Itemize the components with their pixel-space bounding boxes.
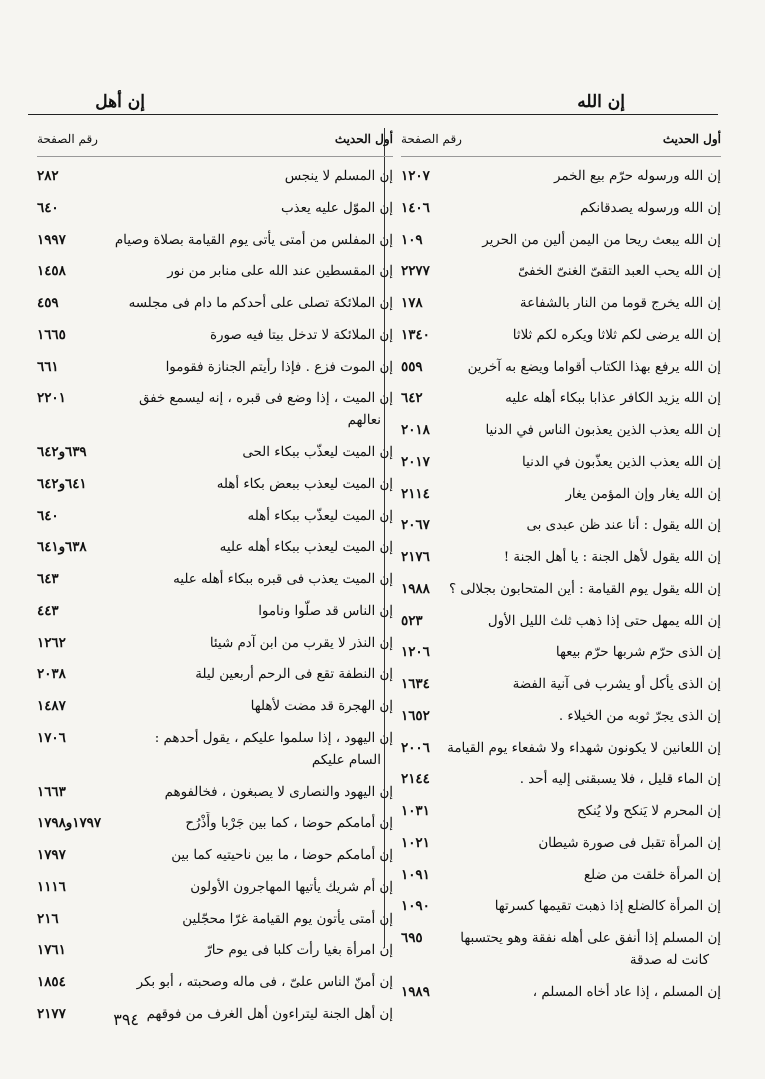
index-entry	[401, 705, 721, 728]
entry-text: إن المرأة خلقت من ضلع	[583, 867, 721, 883]
running-header-right: إن الله	[577, 92, 625, 112]
index-entry	[401, 324, 721, 347]
entry-text: إن الله يقول يوم القيامة : أين المتحابون بجلالى ؟	[448, 581, 721, 597]
index-entry	[401, 578, 721, 601]
entry-page: ٤٥٩	[37, 295, 59, 311]
index-entry	[401, 451, 721, 474]
entry-page: ١٧٩٧و١٧٩٨	[37, 815, 102, 832]
entry-page: ١٦٣٤	[401, 676, 430, 692]
entry-page: ١٠٩	[401, 231, 423, 248]
entry-text: إن الله يعذب الذين يعذّبون في الدنيا	[521, 454, 721, 470]
entry-page: ١٣٤٠	[401, 326, 430, 343]
entry-page: ١٢٠٧	[401, 168, 430, 184]
index-entry	[401, 610, 721, 633]
entry-page: ٦٤٠	[37, 199, 59, 216]
entry-page: ٢٠١٧	[401, 453, 430, 470]
entry-text: إن الميت ، إذا وضع فى قبره ، إنه ليسمع خفق	[138, 391, 393, 407]
entry-page: ١٤٥٨	[37, 263, 66, 280]
index-entry	[401, 641, 721, 664]
entry-text: إن المسلم إذا أنفق على أهله نفقة وهو يحتسبها	[460, 931, 721, 946]
entry-text: إن الله يزيد الكافر عذابا ببكاء أهله عليه	[505, 391, 721, 407]
index-entry	[37, 356, 393, 379]
index-entry	[37, 695, 393, 718]
entry-text: إن الملائكة تصلى على أحدكم ما دام فى مجلسه	[128, 296, 393, 311]
entry-page: ٢١٧٦	[401, 549, 430, 565]
entry-text: إن الله ورسوله حرّم بيع الخمر	[553, 169, 721, 184]
entry-page: ٢٠٣٨	[37, 666, 66, 683]
entry-text: إن اليهود والنصارى لا يصبغون ، فخالفوهم	[164, 784, 393, 800]
index-entry	[37, 568, 393, 591]
entry-page: ١٩٨٩	[401, 983, 430, 1000]
index-entry	[401, 229, 721, 252]
entry-continuation: السام عليكم	[311, 752, 381, 768]
index-entry	[37, 939, 393, 962]
entry-page: ١٦٦٥	[37, 326, 66, 343]
entry-text: إن الله يقول : أنا عند ظن عبدى بى	[526, 518, 721, 534]
entry-text: إن أمتى يأتون يوم القيامة غرّا محجّلين	[182, 911, 393, 927]
entry-page: ١٠٩١	[401, 866, 430, 883]
header-rule	[28, 114, 718, 115]
index-entry	[37, 505, 393, 528]
index-entry	[37, 632, 393, 655]
entry-page: ٢١٦	[37, 910, 59, 927]
entry-text: إن الماء قليل ، فلا يسبقنى إليه أحد .	[519, 772, 721, 788]
entry-text: إن الذى يأكل أو يشرب فى آنية الفضة	[512, 677, 721, 692]
entry-text: إن الذى حرّم شربها حرّم بيعها	[555, 645, 721, 661]
index-rows	[401, 165, 721, 1004]
entry-page: ٦٣٨و٦٤١	[37, 539, 87, 556]
index-entry	[37, 441, 393, 464]
index-entry	[37, 324, 393, 347]
entry-text: إن اللعانين لا يكونون شهداء ولا شفعاء يوم القيامة	[447, 740, 721, 756]
entry-text: إن الذى يجرّ ثوبه من الخيلاء .	[558, 708, 721, 724]
index-entry	[37, 165, 393, 188]
entry-page: ١٤٨٧	[37, 698, 66, 714]
index-entry	[37, 844, 393, 867]
entry-text: إن أم شريك يأتيها المهاجرون الأولون	[190, 879, 393, 895]
entry-page: ٢٠٦٧	[401, 517, 430, 534]
index-column-right	[401, 130, 721, 1013]
index-entry	[37, 229, 393, 252]
entry-page: ١٧٠٦	[37, 729, 66, 746]
entry-text: إن الله يخرج قوما من النار بالشفاعة	[519, 296, 721, 311]
index-entry	[401, 981, 721, 1004]
index-entry	[37, 781, 393, 804]
index-entry	[37, 727, 393, 772]
index-entry	[401, 260, 721, 283]
column-header	[401, 130, 721, 157]
index-entry	[37, 260, 393, 283]
entry-page: ١٠٢١	[401, 834, 430, 851]
entry-continuation: نعالهم	[347, 413, 381, 429]
index-entry	[37, 971, 393, 994]
index-entry	[401, 800, 721, 823]
entry-page: ٢٨٢	[37, 168, 59, 184]
index-entry	[401, 356, 721, 379]
index-entry	[401, 165, 721, 188]
entry-page: ٢٢٧٧	[401, 263, 430, 280]
index-entry	[37, 908, 393, 931]
entry-page: ٦٦١	[37, 358, 59, 375]
entry-text: إن اليهود ، إذا سلموا عليكم ، يقول أحدهم :	[154, 730, 393, 746]
column-page-title: رقم الصفحة	[401, 132, 462, 146]
index-column-left	[37, 130, 393, 1035]
entry-text: إن الله يعذب الذين يعذبون الناس في الدنيا	[485, 423, 721, 438]
index-entry	[37, 473, 393, 496]
entry-text: إن أمامكم حوضا ، ما بين ناحيتيه كما بين	[171, 848, 393, 863]
entry-text: إن الموّل عليه يعذب	[281, 200, 393, 216]
entry-text: إن المحرم لا يَنكح ولا يُنكح	[576, 804, 721, 819]
entry-page: ١٧٨	[401, 295, 423, 311]
entry-page: ٦٤٣	[37, 571, 59, 587]
column-header	[37, 130, 393, 157]
entry-page: ٢١٧٧	[37, 1005, 66, 1022]
entry-text: إن الهجرة قد مضت لأهلها	[250, 699, 393, 714]
index-rows	[37, 165, 393, 1026]
index-entry	[37, 292, 393, 315]
index-entry	[401, 292, 721, 315]
running-header-left: إن أهل	[95, 92, 145, 112]
entry-text: إن المرأة كالضلع إذا ذهبت تقيمها كسرتها	[494, 899, 721, 915]
entry-page: ١٧٦١	[37, 942, 66, 959]
index-entry	[37, 663, 393, 686]
entry-text: إن الله يمهل حتى إذا ذهب ثلث الليل الأول	[487, 613, 721, 629]
entry-page: ١٧٩٧	[37, 847, 66, 863]
index-entry	[401, 673, 721, 696]
index-entry	[37, 1003, 393, 1026]
entry-page: ١٢٠٦	[401, 644, 430, 661]
entry-text: إن الميت ليعذب ببعض بكاء أهله	[216, 476, 393, 492]
index-entry	[401, 864, 721, 887]
entry-text: إن الميت ليعذّب ببكاء الحى	[242, 445, 393, 460]
entry-page: ١٦٦٣	[37, 783, 66, 800]
entry-page: ٥٥٩	[401, 358, 423, 375]
entry-text: إن أمامكم حوضا ، كما بين جَرْبا وأَذْرُح	[185, 816, 393, 832]
entry-page: ١٠٩٠	[401, 898, 430, 915]
entry-text: إن الله يقول لأهل الجنة : يا أهل الجنة !	[503, 550, 721, 565]
index-entry	[401, 197, 721, 220]
entry-page: ٢١١٤	[401, 485, 430, 502]
entry-text: إن المسلم لا ينجس	[284, 169, 393, 184]
entry-text: إن الله يرضى لكم ثلاثا ويكره لكم ثلاثا	[512, 327, 721, 343]
entry-page: ١٩٨٨	[401, 580, 430, 597]
entry-page: ٢٠١٨	[401, 422, 430, 438]
entry-page: ٥٢٣	[401, 612, 423, 629]
entry-text: إن الناس قد صلّوا وناموا	[258, 603, 393, 619]
entry-text: إن الله يرفع بهذا الكتاب أقواما ويضع به آخرين	[467, 359, 721, 375]
entry-text: إن الله يبعث ريحا من اليمن ألين من الحرير	[482, 232, 721, 248]
index-entry	[37, 536, 393, 559]
index-entry	[401, 737, 721, 760]
index-entry	[401, 832, 721, 855]
entry-text: إن المقسطين عند الله على منابر من نور	[167, 264, 393, 280]
entry-text: إن الله يغار وإن المؤمن يغار	[565, 486, 721, 502]
entry-page: ١٤٠٦	[401, 199, 430, 216]
column-title: أول الحديث	[662, 132, 721, 146]
column-page-title: رقم الصفحة	[37, 132, 98, 146]
entry-text: إن أهل الجنة ليتراءون أهل الغرف من فوقهم	[146, 1006, 393, 1022]
entry-text: إن امرأة بغيا رأت كلبا فى يوم حارّ	[205, 943, 393, 959]
entry-text: إن النطفة تقع فى الرحم أربعين ليلة	[195, 667, 393, 683]
index-entry	[37, 387, 393, 432]
entry-page: ١٩٩٧	[37, 231, 66, 248]
entry-continuation: كانت له صدقة	[629, 953, 709, 968]
entry-page: ٦٣٩و٦٤٢	[37, 444, 87, 460]
entry-text: إن الله ورسوله يصدقانكم	[580, 200, 721, 216]
entry-page: ١٦٥٢	[401, 707, 430, 724]
entry-page: ٦٤٠	[37, 507, 59, 524]
index-entry	[401, 514, 721, 537]
entry-page: ١٢٦٢	[37, 634, 66, 651]
column-title: أول الحديث	[334, 132, 393, 146]
entry-page: ٢٢٠١	[37, 390, 66, 407]
entry-page: ٦٩٥	[401, 930, 423, 946]
entry-page: ٢١٤٤	[401, 771, 430, 788]
index-entry	[401, 483, 721, 506]
entry-text: إن الملائكة لا تدخل بيتا فيه صورة	[209, 327, 393, 343]
page-number: ٣٩٤	[113, 1010, 139, 1029]
index-entry	[401, 546, 721, 569]
entry-text: إن الموت فزع . فإذا رأيتم الجنازة فقوموا	[165, 359, 393, 375]
entry-page: ١٠٣١	[401, 803, 430, 819]
index-entry	[37, 197, 393, 220]
entry-text: إن أمنّ الناس علىّ ، فى ماله وصحبته ، أبو بكر	[136, 975, 393, 990]
entry-page: ٦٤١و٦٤٢	[37, 475, 87, 492]
entry-text: إن الميت ليعذّب ببكاء أهله	[247, 508, 393, 524]
entry-text: إن المرأة تقبل فى صورة شيطان	[538, 835, 721, 851]
index-entry	[37, 876, 393, 899]
index-entry	[401, 387, 721, 410]
entry-text: إن المسلم ، إذا عاد أخاه المسلم ،	[532, 984, 721, 1000]
entry-page: ٢٠٠٦	[401, 739, 430, 756]
entry-page: ٦٤٢	[401, 390, 423, 407]
index-entry	[401, 768, 721, 791]
entry-page: ١٨٥٤	[37, 974, 66, 990]
index-entry	[401, 895, 721, 918]
entry-page: ١١١٦	[37, 878, 66, 895]
entry-text: إن الميت ليعذب ببكاء أهله عليه	[219, 540, 393, 556]
entry-text: إن النذر لا يقرب من ابن آدم شيئا	[209, 635, 393, 651]
entry-text: إن المفلس من أمتى يأتى يوم القيامة بصلاة وصيام	[114, 232, 393, 248]
entry-text: إن الميت يعذب فى قبره ببكاء أهله عليه	[173, 572, 393, 587]
entry-text: إن الله يحب العبد التقىّ الغنىّ الخفىّ	[518, 264, 721, 280]
entry-page: ٤٤٣	[37, 602, 59, 619]
index-entry	[401, 419, 721, 442]
index-entry	[37, 600, 393, 623]
index-entry	[401, 927, 721, 972]
index-entry	[37, 812, 393, 835]
